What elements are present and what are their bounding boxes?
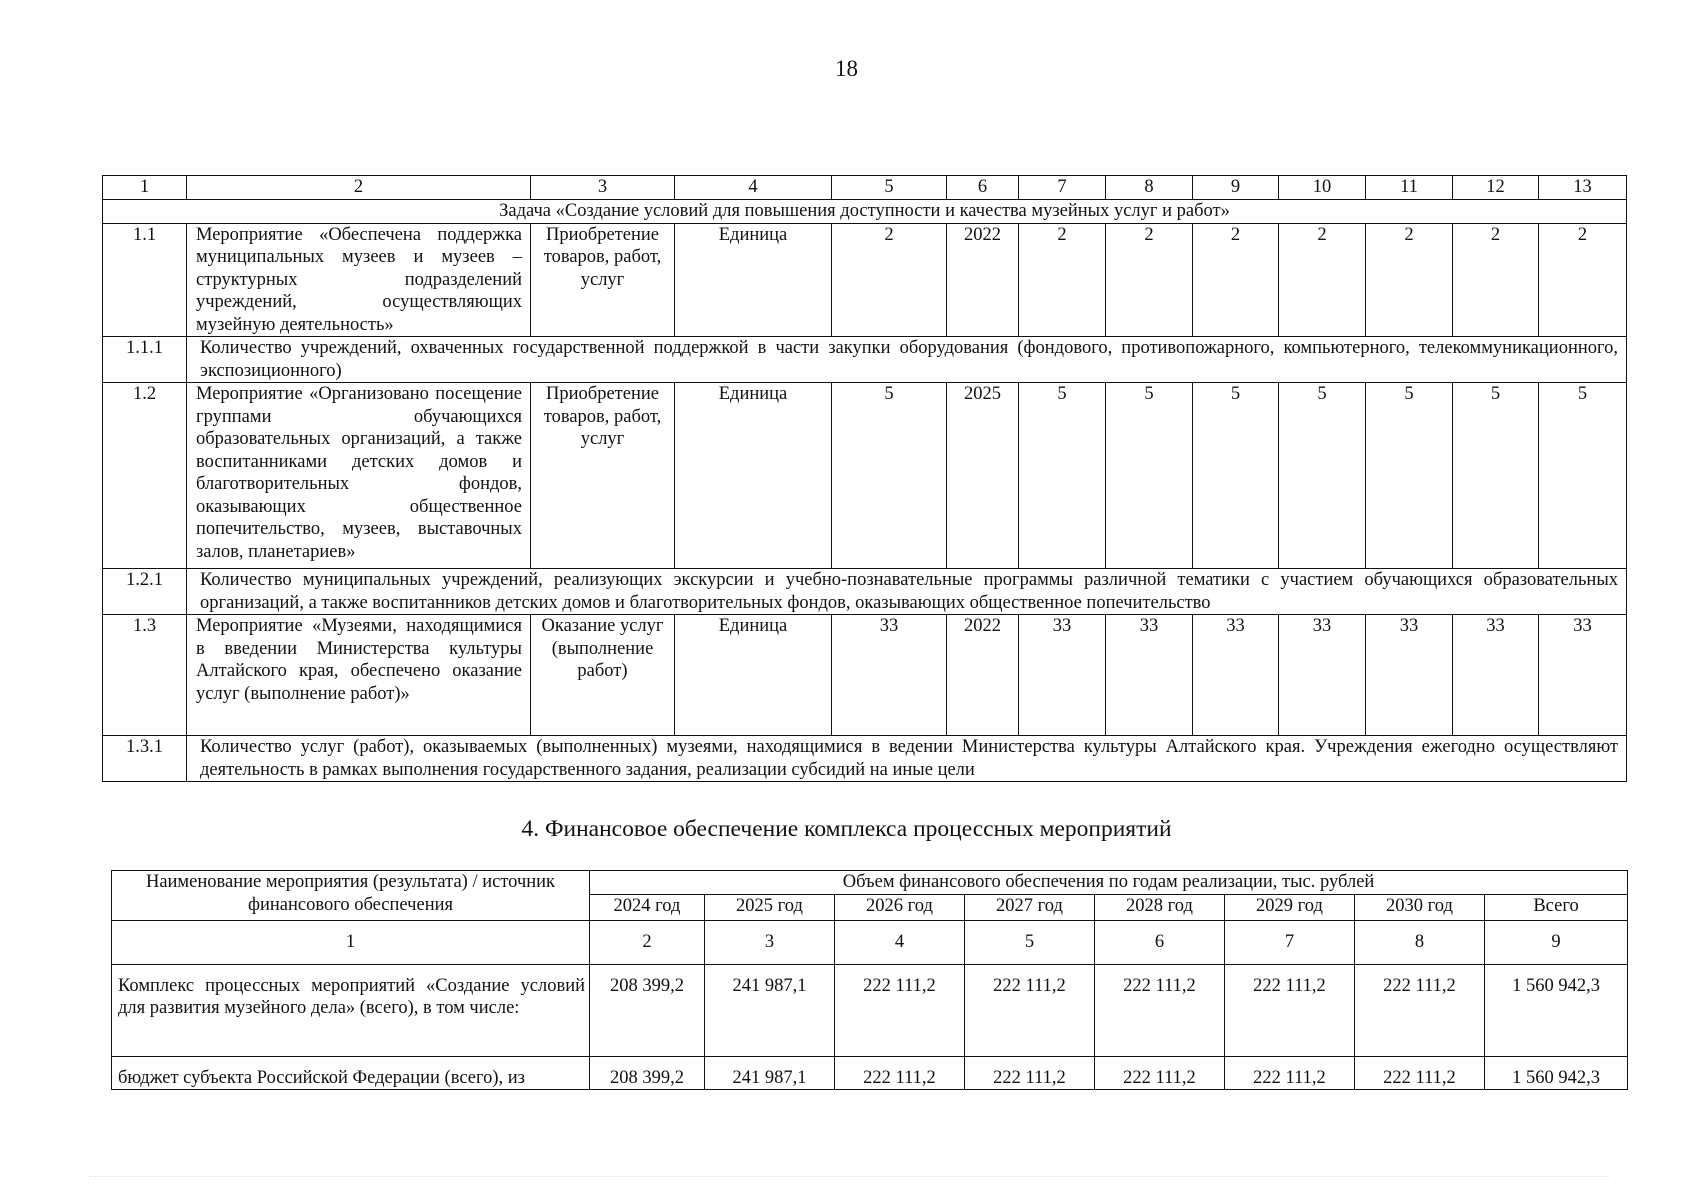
amount-cell: 222 111,2 — [1095, 964, 1225, 1056]
year-value: 33 — [1453, 615, 1539, 736]
year-header: 2027 год — [965, 894, 1095, 920]
indicators-table — [102, 175, 1627, 782]
column-number: 5 — [832, 176, 947, 200]
year-value: 2 — [1279, 223, 1366, 337]
table-row — [112, 1056, 1628, 1090]
measure-unit: Единица — [675, 615, 832, 736]
column-number: 8 — [1106, 176, 1193, 200]
year-value: 2 — [1106, 223, 1193, 337]
year-value: 33 — [1279, 615, 1366, 736]
amount-cell: 222 111,2 — [965, 964, 1095, 1056]
amount-cell: 222 111,2 — [835, 1056, 965, 1090]
year-value: 5 — [1193, 383, 1279, 569]
column-number: 9 — [1485, 920, 1628, 964]
measure-name: Мероприятие «Организовано посещение группами обучающихся образовательных организаций, а также воспитанниками детских домов и благотворительных фондов, оказывающих общественное попечительство, музеев, выставочных залов, планетариев» — [187, 383, 531, 569]
year-header: 2028 год — [1095, 894, 1225, 920]
column-number: 10 — [1279, 176, 1366, 200]
column-number-row — [112, 920, 1628, 964]
scan-artifact-line — [90, 1176, 1610, 1178]
measure-type: Оказание услуг (выполнение работ) — [531, 615, 675, 736]
base-year: 2022 — [947, 615, 1019, 736]
amount-cell: 222 111,2 — [1225, 964, 1355, 1056]
year-header: 2026 год — [835, 894, 965, 920]
measure-name: Мероприятие «Музеями, находящимися в введении Министерства культуры Алтайского края, обеспечено оказание услуг (выполнение работ)» — [187, 615, 531, 736]
amount-cell: 241 987,1 — [705, 964, 835, 1056]
measure-type: Приобретение товаров, работ, услуг — [531, 223, 675, 337]
name-header: Наименование мероприятия (результата) / источник финансового обеспечения — [112, 871, 590, 921]
year-value: 5 — [1019, 383, 1106, 569]
amount-cell: 208 399,2 — [590, 964, 705, 1056]
task-title: Задача «Создание условий для повышения доступности и качества музейных услуг и работ» — [103, 200, 1627, 224]
year-value: 33 — [1193, 615, 1279, 736]
measure-type: Приобретение товаров, работ, услуг — [531, 383, 675, 569]
amount-cell: 222 111,2 — [965, 1056, 1095, 1090]
year-value: 2 — [1366, 223, 1453, 337]
column-number: 7 — [1225, 920, 1355, 964]
base-value: 33 — [832, 615, 947, 736]
column-number: 12 — [1453, 176, 1539, 200]
measure-name: Мероприятие «Обеспечена поддержка муниципальных музеев и музеев – структурных подразделений учреждений, осуществляющих музейную деятельность» — [187, 223, 531, 337]
year-value: 33 — [1019, 615, 1106, 736]
year-value: 5 — [1539, 383, 1627, 569]
financing-table — [111, 870, 1628, 1090]
column-number: 7 — [1019, 176, 1106, 200]
column-number: 4 — [675, 176, 832, 200]
row-code: 1.3.1 — [103, 736, 187, 782]
column-number: 1 — [103, 176, 187, 200]
base-year: 2025 — [947, 383, 1019, 569]
column-number: 8 — [1355, 920, 1485, 964]
year-value: 2 — [1193, 223, 1279, 337]
column-number: 9 — [1193, 176, 1279, 200]
base-value: 5 — [832, 383, 947, 569]
amount-cell: 222 111,2 — [1355, 1056, 1485, 1090]
column-number: 2 — [187, 176, 531, 200]
financing-item-name: бюджет субъекта Российской Федерации (всего), из — [112, 1056, 590, 1090]
table-row — [103, 223, 1627, 337]
amount-cell: 222 111,2 — [835, 964, 965, 1056]
table-row — [103, 736, 1627, 782]
base-year: 2022 — [947, 223, 1019, 337]
total-cell: 1 560 942,3 — [1485, 1056, 1628, 1090]
row-code: 1.3 — [103, 615, 187, 736]
table-row — [103, 337, 1627, 383]
column-number: 3 — [705, 920, 835, 964]
column-number: 11 — [1366, 176, 1453, 200]
table-row — [112, 964, 1628, 1056]
amount-cell: 241 987,1 — [705, 1056, 835, 1090]
column-number: 3 — [531, 176, 675, 200]
year-value: 2 — [1453, 223, 1539, 337]
table-row — [103, 569, 1627, 615]
indicator-text: Количество учреждений, охваченных государственной поддержкой в части закупки оборудования (фондового, противопожарного, компьютерного, телекоммуникационного, экспозиционного) — [187, 337, 1627, 383]
amount-cell: 208 399,2 — [590, 1056, 705, 1090]
total-cell: 1 560 942,3 — [1485, 964, 1628, 1056]
row-code: 1.1 — [103, 223, 187, 337]
measure-unit: Единица — [675, 383, 832, 569]
indicator-text: Количество услуг (работ), оказываемых (выполненных) музеями, находящимися в ведении Министерства культуры Алтайского края. Учреждения ежегодно осуществляют деятельность в рамках выполнения государственного задания, реализации субсидий на иные цели — [187, 736, 1627, 782]
amount-cell: 222 111,2 — [1225, 1056, 1355, 1090]
year-value: 5 — [1279, 383, 1366, 569]
year-value: 5 — [1453, 383, 1539, 569]
year-value: 33 — [1539, 615, 1627, 736]
table-row — [103, 383, 1627, 569]
row-code: 1.2 — [103, 383, 187, 569]
column-number: 1 — [112, 920, 590, 964]
year-value: 33 — [1106, 615, 1193, 736]
total-header: Всего — [1485, 894, 1628, 920]
year-value: 5 — [1106, 383, 1193, 569]
year-header: 2025 год — [705, 894, 835, 920]
header-row — [112, 871, 1628, 895]
row-code: 1.1.1 — [103, 337, 187, 383]
column-number: 6 — [947, 176, 1019, 200]
year-header: 2024 год — [590, 894, 705, 920]
column-number: 2 — [590, 920, 705, 964]
task-row — [103, 200, 1627, 224]
year-header: 2029 год — [1225, 894, 1355, 920]
year-value: 2 — [1539, 223, 1627, 337]
column-number: 4 — [835, 920, 965, 964]
year-value: 33 — [1366, 615, 1453, 736]
base-value: 2 — [832, 223, 947, 337]
page-number: 18 — [835, 56, 858, 81]
amount-cell: 222 111,2 — [1095, 1056, 1225, 1090]
year-header: 2030 год — [1355, 894, 1485, 920]
section-title: 4. Финансовое обеспечение комплекса процессных мероприятий — [521, 816, 1172, 842]
table-row — [103, 615, 1627, 736]
column-number: 5 — [965, 920, 1095, 964]
indicator-text: Количество муниципальных учреждений, реализующих экскурсии и учебно-познавательные программы различной тематики с участием обучающихся образовательных организаций, а также воспитанников детских домов и благотворительных фондов, оказывающих общественное попечительство — [187, 569, 1627, 615]
year-value: 5 — [1366, 383, 1453, 569]
amount-cell: 222 111,2 — [1355, 964, 1485, 1056]
financing-item-name: Комплекс процессных мероприятий «Создание условий для развития музейного дела» (всего), в том числе: — [112, 964, 590, 1056]
year-value: 2 — [1019, 223, 1106, 337]
column-number-row — [103, 176, 1627, 200]
row-code: 1.2.1 — [103, 569, 187, 615]
volume-header: Объем финансового обеспечения по годам реализации, тыс. рублей — [590, 871, 1628, 895]
measure-unit: Единица — [675, 223, 832, 337]
column-number: 13 — [1539, 176, 1627, 200]
column-number: 6 — [1095, 920, 1225, 964]
